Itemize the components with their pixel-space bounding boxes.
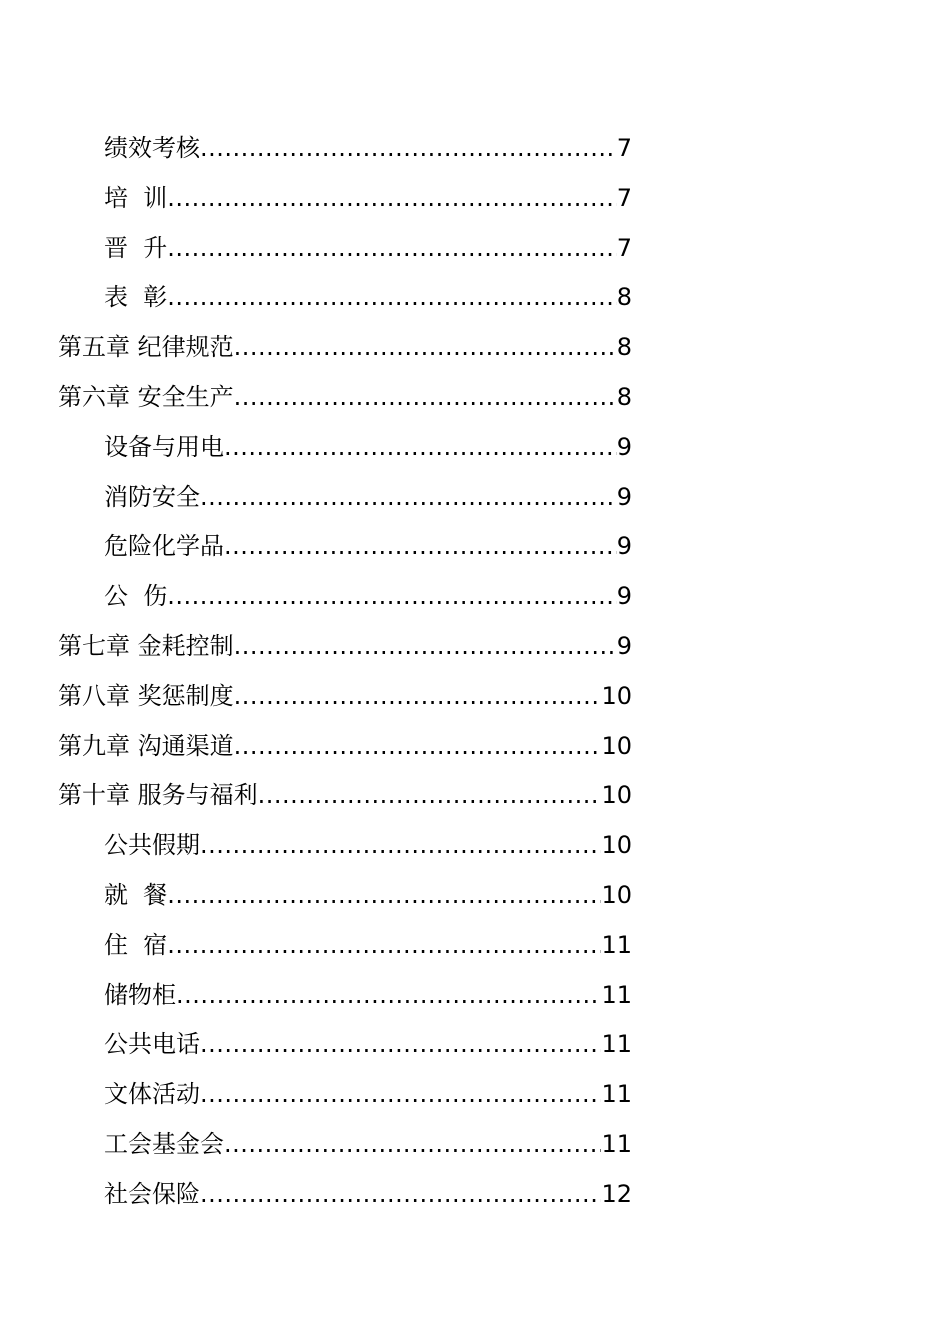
toc-dot-leader bbox=[234, 323, 617, 373]
toc-entry-title: 危险化学品 bbox=[104, 532, 224, 561]
toc-entry-title: 绩效考核 bbox=[104, 134, 200, 162]
toc-entry-title: 第八章 奖惩制度 bbox=[58, 681, 234, 710]
toc-page-number: 7 bbox=[616, 183, 632, 212]
toc-page-number: 11 bbox=[601, 1080, 632, 1109]
toc-dot-leader bbox=[234, 672, 602, 722]
toc-dot-leader bbox=[234, 722, 602, 772]
toc-chapter-entry[interactable] bbox=[58, 373, 632, 423]
toc-dot-leader bbox=[200, 473, 617, 523]
toc-entry[interactable] bbox=[58, 1120, 632, 1170]
toc-chapter-entry[interactable] bbox=[58, 323, 632, 373]
toc-page-number: 9 bbox=[616, 582, 632, 611]
toc-page-number: 11 bbox=[601, 1129, 632, 1158]
toc-dot-leader bbox=[200, 821, 601, 871]
toc-entry[interactable] bbox=[58, 821, 632, 871]
toc-page-number: 10 bbox=[601, 831, 632, 860]
toc-dot-leader bbox=[167, 572, 616, 622]
toc-entry-title: 表 彰 bbox=[104, 283, 168, 312]
toc-page-number: 7 bbox=[616, 233, 632, 262]
toc-entry-title: 第十章 服务与福利 bbox=[58, 781, 258, 810]
toc-entry[interactable] bbox=[58, 572, 632, 622]
toc-chapter-entry[interactable] bbox=[58, 771, 632, 821]
toc-page-number: 10 bbox=[601, 731, 632, 760]
toc-entry-title: 培 训 bbox=[104, 183, 168, 212]
toc-page-number: 9 bbox=[616, 432, 632, 461]
toc-entry-title: 第五章 纪律规范 bbox=[58, 333, 234, 362]
toc-entry-title: 消防安全 bbox=[104, 482, 200, 511]
toc-dot-leader bbox=[224, 1120, 601, 1170]
toc-dot-leader bbox=[167, 273, 616, 323]
toc-entry-title: 设备与用电 bbox=[104, 432, 224, 461]
toc-dot-leader bbox=[167, 871, 601, 921]
toc-dot-leader bbox=[167, 921, 601, 971]
toc-chapter-entry[interactable] bbox=[58, 622, 632, 672]
toc-entry[interactable] bbox=[58, 522, 632, 572]
toc-dot-leader bbox=[224, 522, 617, 572]
toc-dot-leader bbox=[234, 373, 617, 423]
toc-entry-title: 第七章 金耗控制 bbox=[58, 631, 234, 660]
toc-chapter-entry[interactable] bbox=[58, 672, 632, 722]
toc-dot-leader bbox=[176, 971, 601, 1021]
toc-page-number: 8 bbox=[616, 283, 632, 312]
toc-page-number: 11 bbox=[601, 930, 632, 959]
toc-dot-leader bbox=[200, 1070, 601, 1120]
toc-entry[interactable] bbox=[58, 124, 632, 174]
toc-entry[interactable] bbox=[58, 174, 632, 224]
toc-page-number: 8 bbox=[616, 382, 632, 411]
toc-entry-title: 社会保险 bbox=[104, 1179, 200, 1208]
toc-entry[interactable] bbox=[58, 224, 632, 274]
toc-dot-leader bbox=[200, 1020, 601, 1070]
toc-dot-leader bbox=[234, 622, 617, 672]
toc-page-number: 12 bbox=[601, 1179, 632, 1208]
toc-dot-leader bbox=[200, 124, 617, 174]
toc-entry-title: 就 餐 bbox=[104, 880, 168, 909]
toc-entry-title: 公共电话 bbox=[104, 1030, 200, 1059]
toc-dot-leader bbox=[224, 423, 617, 473]
toc-dot-leader bbox=[200, 1170, 601, 1220]
toc-entry-title: 公共假期 bbox=[104, 831, 200, 860]
toc-dot-leader bbox=[167, 224, 616, 274]
toc-entry-title: 公 伤 bbox=[104, 582, 168, 611]
toc-entry-title: 储物柜 bbox=[104, 980, 176, 1009]
toc-entry[interactable] bbox=[58, 971, 632, 1021]
toc-entry[interactable] bbox=[58, 871, 632, 921]
table-of-contents bbox=[58, 124, 632, 1220]
toc-entry-title: 晋 升 bbox=[104, 233, 168, 262]
toc-dot-leader bbox=[258, 771, 602, 821]
toc-entry-title: 第六章 安全生产 bbox=[58, 382, 234, 411]
toc-entry-title: 第九章 沟通渠道 bbox=[58, 731, 234, 760]
toc-entry[interactable] bbox=[58, 1070, 632, 1120]
toc-page-number: 9 bbox=[616, 482, 632, 511]
toc-page-number: 9 bbox=[616, 631, 632, 660]
toc-entry[interactable] bbox=[58, 1170, 632, 1220]
toc-page-number: 10 bbox=[601, 681, 632, 710]
toc-entry-title: 工会基金会 bbox=[104, 1129, 224, 1158]
toc-page-number: 11 bbox=[601, 1030, 632, 1059]
toc-entry[interactable] bbox=[58, 921, 632, 971]
toc-page-number: 9 bbox=[616, 532, 632, 561]
toc-dot-leader bbox=[167, 174, 616, 224]
toc-page-number: 10 bbox=[601, 880, 632, 909]
toc-entry[interactable] bbox=[58, 273, 632, 323]
toc-entry[interactable] bbox=[58, 473, 632, 523]
toc-page-number: 8 bbox=[616, 333, 632, 362]
toc-chapter-entry[interactable] bbox=[58, 722, 632, 772]
toc-page-number: 7 bbox=[616, 134, 632, 162]
toc-entry-title: 住 宿 bbox=[104, 930, 168, 959]
toc-entry-title: 文体活动 bbox=[104, 1080, 200, 1109]
toc-entry[interactable] bbox=[58, 1020, 632, 1070]
toc-page-number: 10 bbox=[601, 781, 632, 810]
toc-entry[interactable] bbox=[58, 423, 632, 473]
toc-page-number: 11 bbox=[601, 980, 632, 1009]
